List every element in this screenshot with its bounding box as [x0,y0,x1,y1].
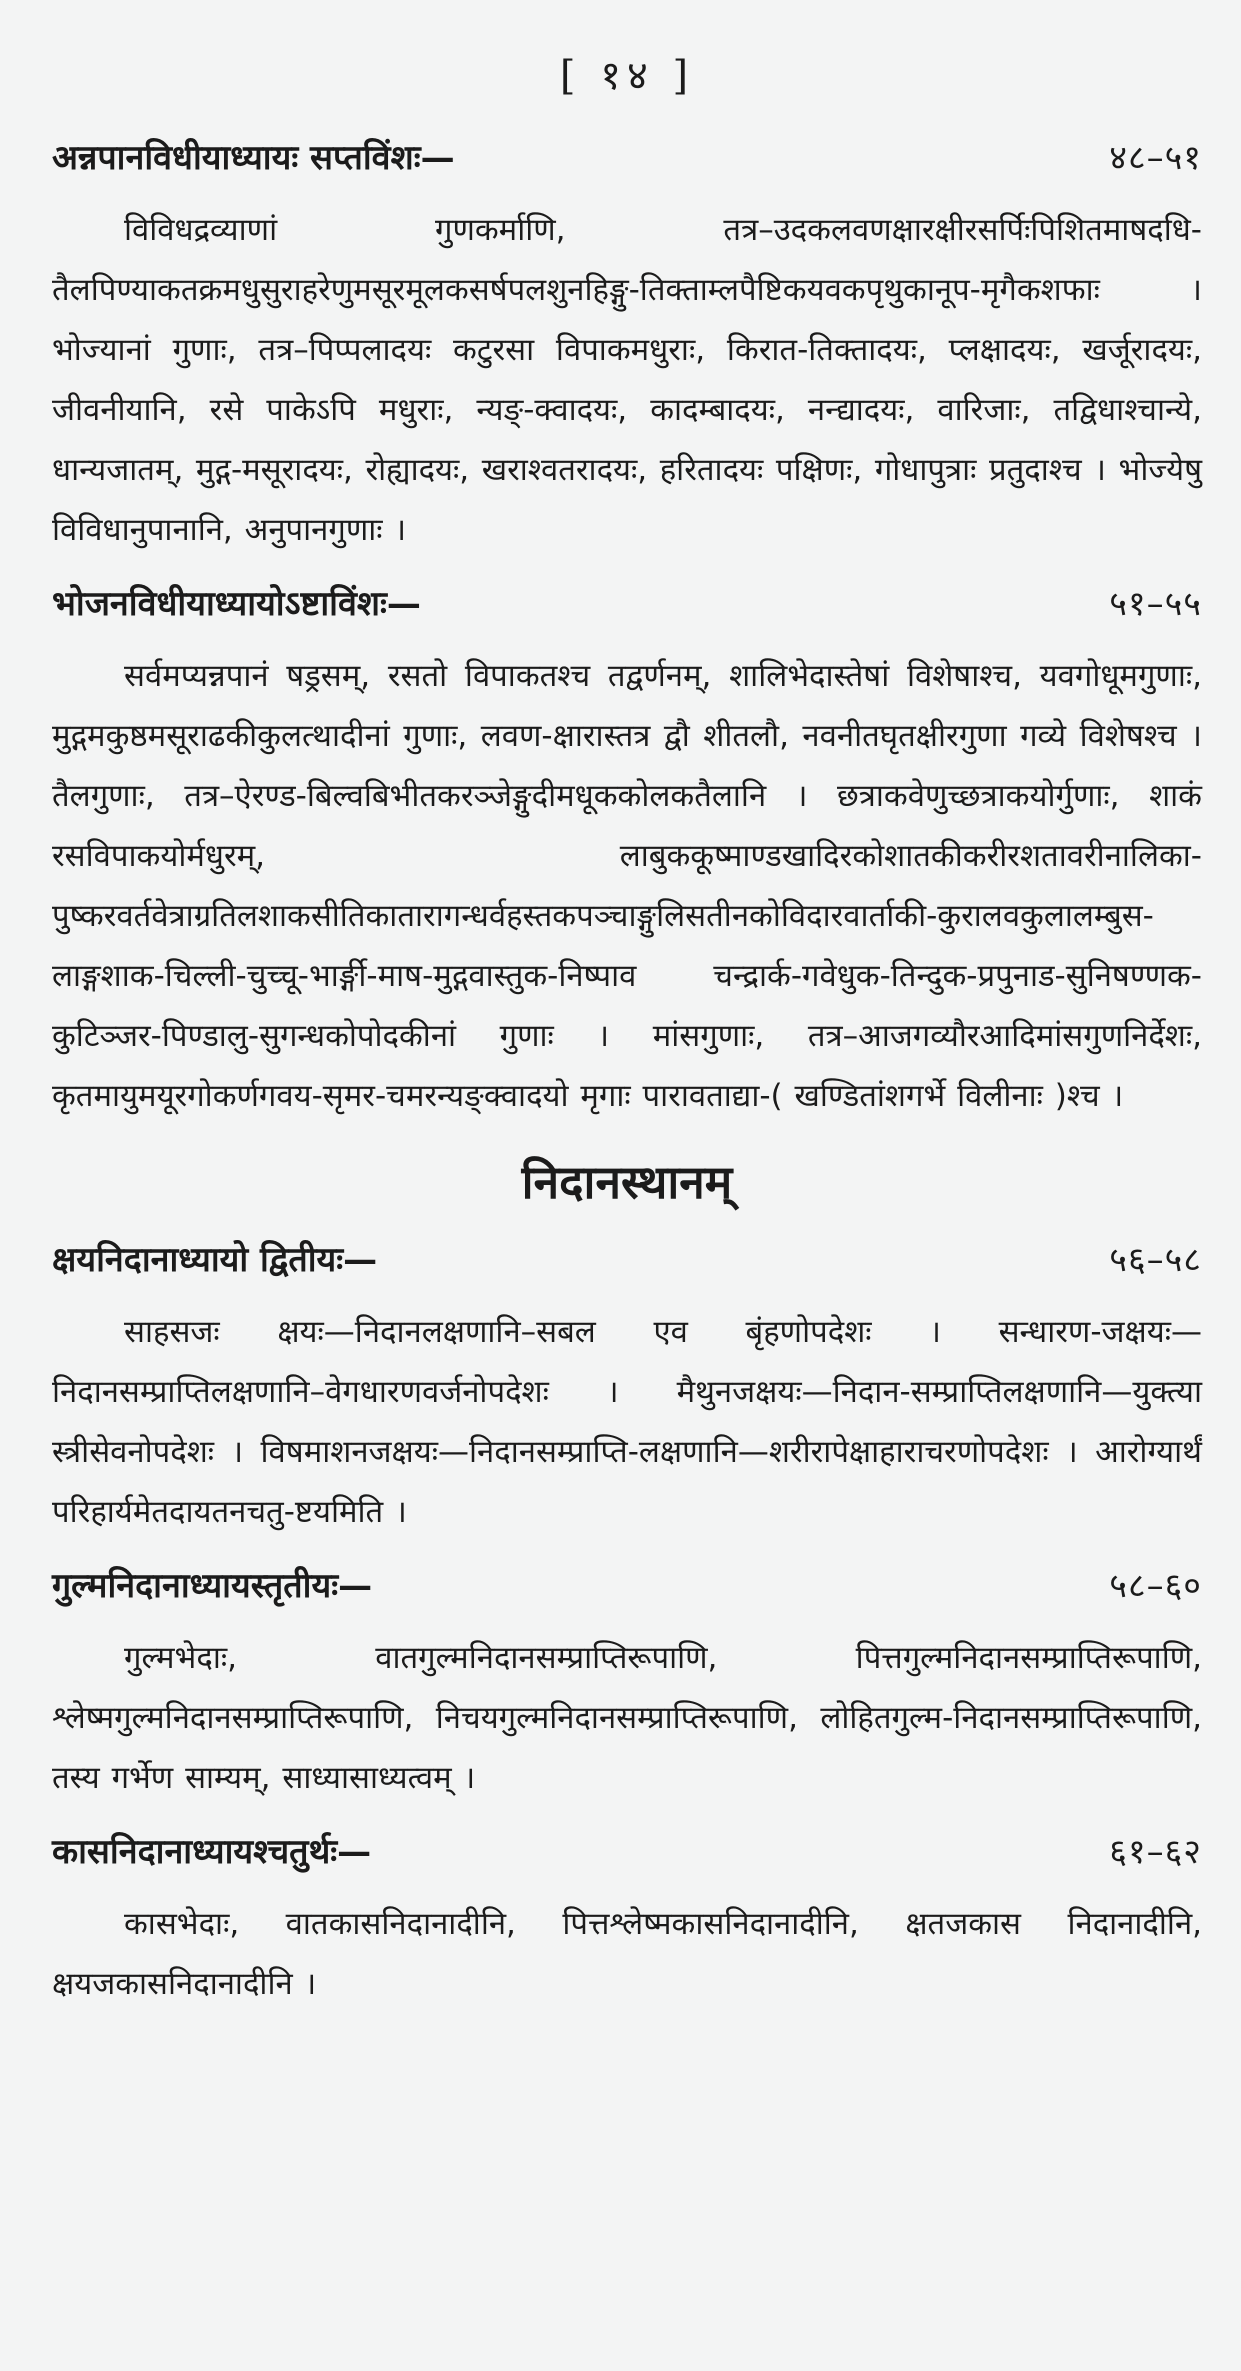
section-title: गुल्मनिदानाध्यायस्तृतीयः— [52,1566,373,1606]
section-heading [52,1232,1202,1288]
section-heading [52,576,1202,632]
section-gulma-nidana [52,1558,1202,1808]
section-body: साहसजः क्षयः—निदानलक्षणानि–सबल एव बृंहणोपदेशः । सन्धारण-जक्षयः—निदानसम्प्राप्तिलक्षणानि–वेगधारणवर्जनोपदेशः । मैथुनजक्षयः—निदान-सम्प्राप्तिलक्षणानि—युक्त्या स्त्रीसेवनोपदेशः । विषमाशनजक्षयः—निदानसम्प्राप्ति-लक्षणानि—शरीरापेक्षाहाराचरणोपदेशः । आरोग्यार्थं परिहार्यमेतदायतनचतु-ष्टयमिति । [52,1314,1202,1530]
section-heading [52,130,1202,186]
section-page-range: ५६–५८ [1109,1240,1202,1280]
section-body: गुल्मभेदाः, वातगुल्मनिदानसम्प्राप्तिरूपाणि, पित्तगुल्मनिदानसम्प्राप्तिरूपाणि, श्लेष्मगुल्मनिदानसम्प्राप्तिरूपाणि, निचयगुल्मनिदानसम्प्राप्तिरूपाणि, लोहितगुल्म-निदानसम्प्राप्तिरूपाणि, तस्य गर्भेण साम्यम्, साध्यासाध्यत्वम् । [52,1640,1202,1796]
section-page-range: ५१–५५ [1109,584,1202,624]
section-title: अन्नपानविधीयाध्यायः सप्तविंशः— [52,138,455,178]
section-heading [52,1558,1202,1614]
section-heading [52,1824,1202,1880]
part-title: निदानस्थानम् [521,1155,733,1209]
section-title: कासनिदानाध्यायश्चतुर्थः— [52,1832,372,1872]
section-body: कासभेदाः, वातकासनिदानादीनि, पित्तश्लेष्मकासनिदानादीनि, क्षतजकास निदानादीनि, क्षयजकासनिदानादीनि । [52,1906,1202,2002]
section-kasa-nidana [52,1824,1202,2014]
section-page-range: ५८–६० [1109,1566,1202,1606]
section-kshaya-nidana [52,1232,1202,1542]
section-bhojana [52,576,1202,1126]
section-title: क्षयनिदानाध्यायो द्वितीयः— [52,1240,378,1280]
section-page-range: ४८–५१ [1109,138,1202,178]
section-body: सर्वमप्यन्नपानं षड्रसम्, रसतो विपाकतश्च तद्वर्णनम्, शालिभेदास्तेषां विशेषाश्च, यवगोधूमगुणाः, मुद्गमकुष्ठमसूराढकीकुलत्थादीनां गुणाः, लवण-क्षारास्तत्र द्वौ शीतलौ, नवनीतघृतक्षीरगुणा गव्ये विशेषश्च । तैलगुणाः, तत्र–ऐरण्ड-बिल्वबिभीतकरञ्जेङ्गुदीमधूककोलकतैलानि । छत्राकवेणुच्छत्राकयोर्गुणाः, शाकं रसविपाकयोर्मधुरम्, लाबुककूष्माण्डखादिरकोशातकीकरीरशतावरीनालिका-पुष्करवर्तवेत्राग्रतिलशाकसीतिकातारागन्धर्वहस्तकपञ्चाङ्गुलिसतीनकोविदारवार्ताकी-कुरालवकुलालम्बुस-लाङ्गशाक-चिल्ली-चुच्चू-भार्ङ्गी-माष-मुद्गवास्तुक-निष्पाव चन्द्रार्क-गवेधुक-तिन्दुक-प्रपुनाड-सुनिषण्णक-कुटिञ्जर-पिण्डालु-सुगन्धकोपोदकीनां गुणाः । मांसगुणाः, तत्र–आजगव्यौरआदिमांसगुणनिर्देशः, कृतमायुमयूरगोकर्णगवय-सृमर-चमरन्यङ्क्वादयो मृगाः पारावताद्या-( खण्डितांशगर्भे विलीनाः )श्च । [52,658,1202,1114]
section-title: भोजनविधीयाध्यायोऽष्टाविंशः— [52,584,421,624]
section-page-range: ६१–६२ [1109,1832,1202,1872]
page-number: [ १४ ] [559,53,695,99]
section-body: विविधद्रव्याणां गुणकर्माणि, तत्र–उदकलवणक्षारक्षीरसर्पिःपिशितमाषदधि-तैलपिण्याकतक्रमधुसुराहरेणुमसूरमूलकसर्षपलशुनहिङ्गु-तिक्ताम्लपैष्टिकयवकपृथुकानूप-मृगैकशफाः । भोज्यानां गुणाः, तत्र–पिप्पलादयः कटुरसा विपाकमधुराः, किरात-तिक्तादयः, प्लक्षादयः, खर्जूरादयः, जीवनीयानि, रसे पाकेऽपि मधुराः, न्यङ्-क्वादयः, कादम्बादयः, नन्द्यादयः, वारिजाः, तद्विधाश्चान्ये, धान्यजातम्, मुद्ग-मसूरादयः, रोह्यादयः, खराश्वतरादयः, हरितादयः पक्षिणः, गोधापुत्राः प्रतुदाश्च । भोज्येषु विविधानुपानानि, अनुपानगुणाः । [52,212,1202,548]
document-page [52,40,1202,2030]
section-annapana [52,130,1202,560]
